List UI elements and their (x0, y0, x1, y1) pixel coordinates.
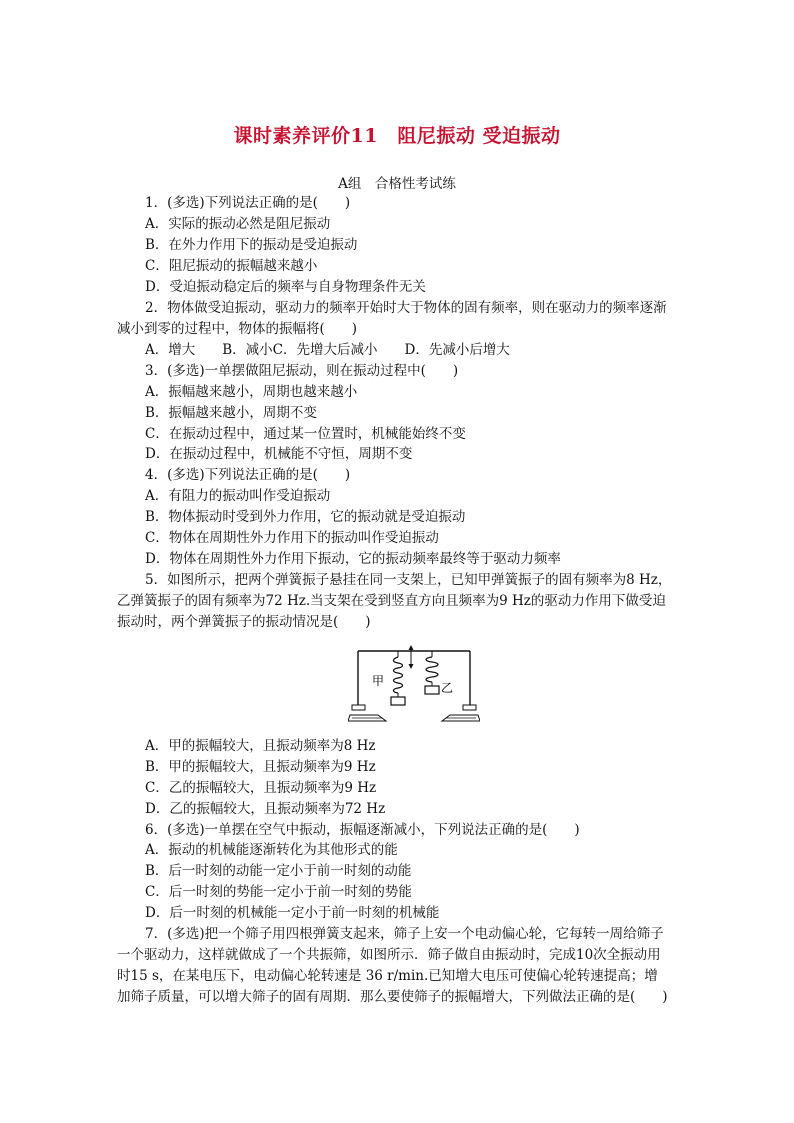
q4-option-b: B．物体振动时受到外力作用，它的振动就是受迫振动 (145, 509, 466, 525)
q1-stem: 1．(多选)下列说法正确的是( ) (145, 195, 351, 211)
q6-option-c: C．后一时刻的势能一定小于前一时刻的势能 (145, 884, 412, 900)
q5-option-d: D．乙的振幅较大，且振动频率为72 Hz (145, 801, 386, 817)
q4-stem: 4．(多选)下列说法正确的是( ) (145, 467, 351, 483)
q7-line1: 7．(多选)把一个筛子用四根弹簧支起来，筛子上安一个电动偏心轮，它每转一周给筛子 (145, 926, 664, 942)
figure-label-jia: 甲 (372, 674, 385, 688)
q1-option-a: A．实际的振动必然是阻尼振动 (145, 216, 331, 232)
q5-stem-line3: 振动时，两个弹簧振子的振动情况是( ) (117, 614, 371, 630)
q1-option-b: B．在外力作用下的振动是受迫振动 (145, 237, 358, 253)
q4-option-d: D．物体在周期性外力作用下振动，它的振动频率最终等于驱动力频率 (145, 551, 561, 567)
q6-option-d: D．后一时刻的机械能一定小于前一时刻的机械能 (145, 905, 440, 921)
q4-option-a: A．有阻力的振动叫作受迫振动 (145, 488, 331, 504)
page-title: 课时素养评价11 阻尼振动 受迫振动 (233, 125, 561, 147)
q5-option-c: C．乙的振幅较大，且振动频率为9 Hz (145, 780, 377, 796)
q6-stem: 6．(多选)一单摆在空气中振动，振幅逐渐减小，下列说法正确的是( ) (145, 822, 580, 838)
q5-stem-line1: 5．如图所示，把两个弹簧振子悬挂在同一支架上，已知甲弹簧振子的固有频率为8 Hz， (145, 572, 672, 588)
figure-label-yi: 乙 (441, 681, 454, 695)
q3-option-d: D．在振动过程中，机械能不守恒，周期不变 (145, 446, 413, 462)
q3-option-c: C．在振动过程中，通过某一位置时，机械能始终不变 (145, 426, 466, 442)
q7-line4: 加筛子质量，可以增大筛子的固有周期．那么要使筛子的振幅增大，下列做法正确的是( ) (117, 989, 668, 1005)
q5-option-a: A．甲的振幅较大，且振动频率为8 Hz (145, 738, 376, 754)
q5-stem-line2: 乙弹簧振子的固有频率为72 Hz.当支架在受到竖直方向且频率为9 Hz的驱动力作用下做受迫 (117, 593, 666, 609)
q5-option-b: B．甲的振幅较大，且振动频率为9 Hz (145, 759, 376, 775)
q3-stem: 3．(多选)一单摆做阻尼振动，则在振动过程中( ) (145, 363, 459, 379)
q7-line2: 一个驱动力，这样就做成了一个共振筛，如图所示．筛子做自由振动时，完成10次全振动用 (117, 947, 661, 963)
section-heading: A组 合格性考试练 (338, 176, 456, 192)
q2-options: A．增大 B．减小C．先增大后减小 D．先减小后增大 (145, 342, 510, 358)
q7-line3: 时15 s，在某电压下，电动偏心轮转速是 36 r/min.已知增大电压可使偏心轮转速提高；增 (117, 968, 658, 984)
q4-option-c: C．物体在周期性外力作用下的振动叫作受迫振动 (145, 530, 439, 546)
q3-option-b: B．振幅越来越小，周期不变 (145, 405, 317, 421)
q6-option-b: B．后一时刻的动能一定小于前一时刻的动能 (145, 863, 412, 879)
q1-option-c: C．阻尼振动的振幅越来越小 (145, 258, 318, 274)
q2-stem-line1: 2．物体做受迫振动，驱动力的频率开始时大于物体的固有频率，则在驱动力的频率逐渐 (145, 300, 667, 316)
spring-oscillator-figure (348, 645, 480, 722)
q6-option-a: A．振动的机械能逐渐转化为其他形式的能 (145, 842, 398, 858)
q2-stem-line2: 减小到零的过程中，物体的振幅将( ) (117, 321, 358, 337)
q1-option-d: D．受迫振动稳定后的频率与自身物理条件无关 (145, 279, 426, 295)
q3-option-a: A．振幅越来越小，周期也越来越小 (145, 384, 358, 400)
